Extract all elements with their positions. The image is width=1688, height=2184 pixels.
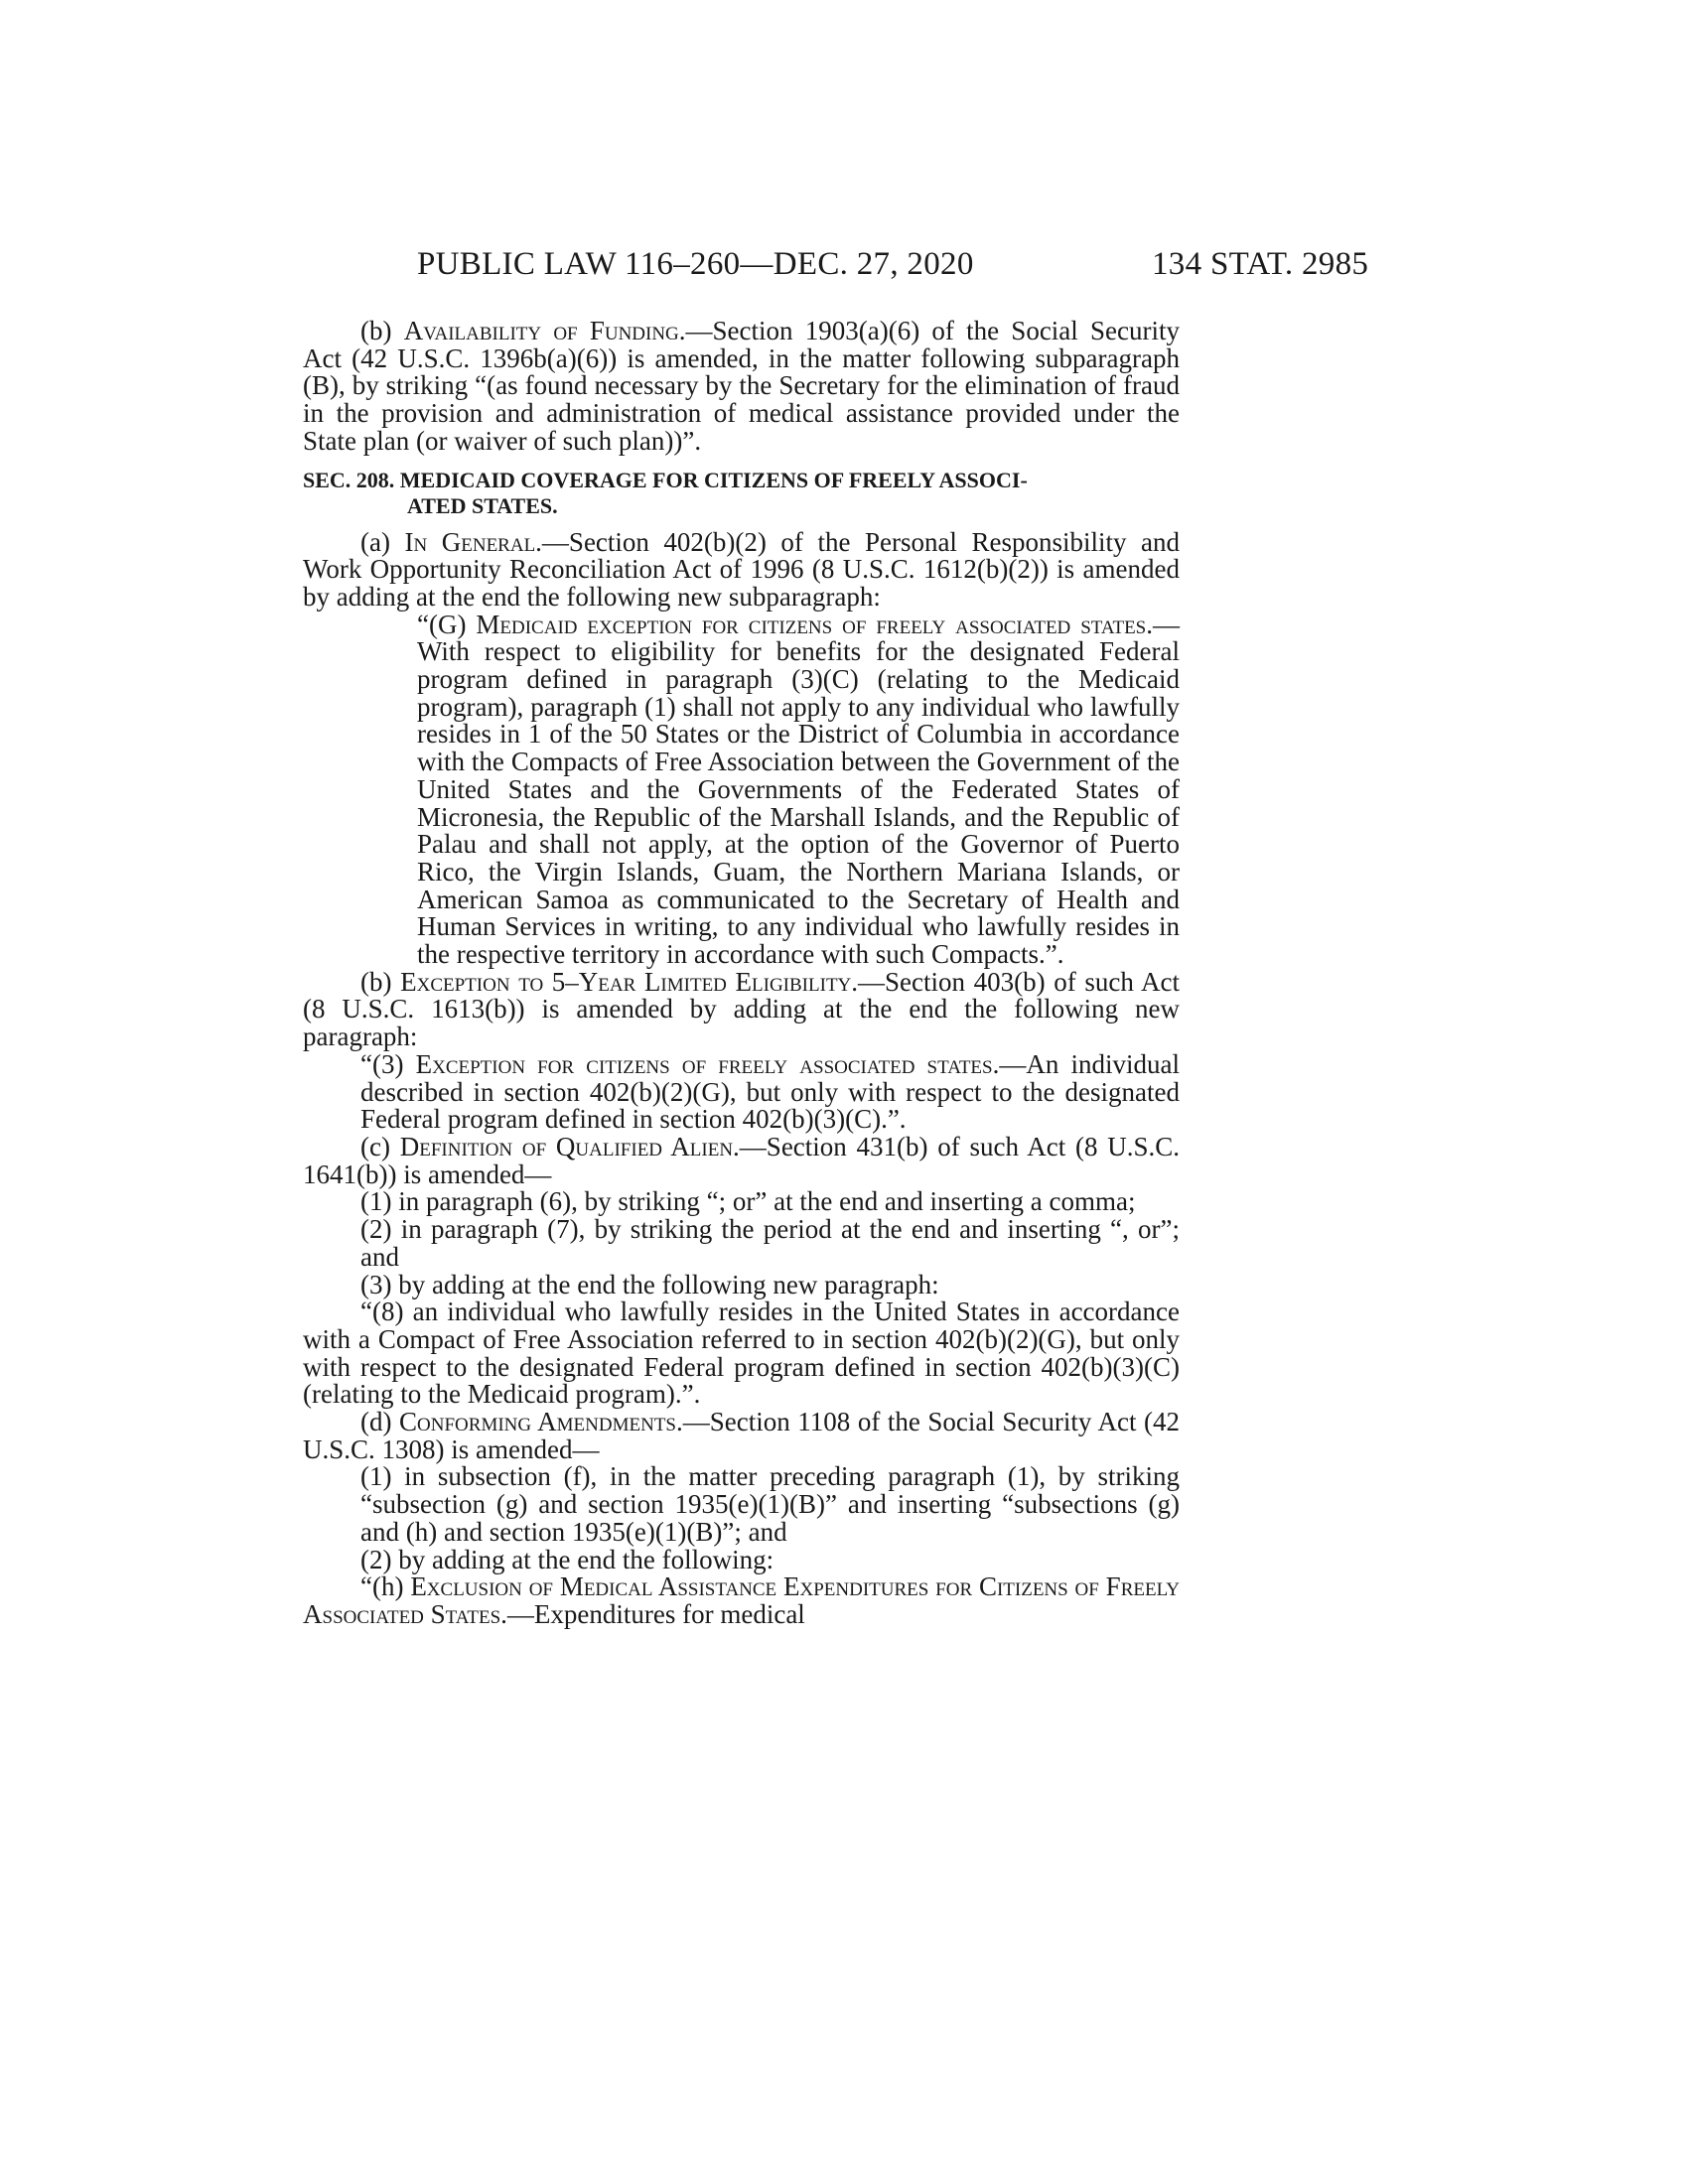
quoted-paragraph-8: “(8) an individual who lawfully resides in the United States in accordance with a Compact of Free Association referred to in section 402(b)(2)(G), but only with respect to the designated Federal program defined in section 402(b)(3)(C) (relating to the Medicaid program).”. (303, 1297, 1180, 1410)
paragraph-c1: (1) in paragraph (6), by striking “; or” at the end and inserting a comma; (360, 1186, 1136, 1217)
paragraph-heading: Conforming Amendments (399, 1407, 676, 1437)
paragraph-b-funding: (b) Availability of Funding.—Section 1903(a)(6) of the Social Security Act (42 U.S.C. 1396b(a)(6)) is amended, in the matter following subparagraph (B), by striking “(as found necessary by the Secretary for the elimination of fraud in the provision and administration of medical assistance provided under the State plan (or waiver of such plan))”. (303, 316, 1180, 456)
paragraph-b-exception: (b) Exception to 5–Year Limited Eligibility.—Section 403(b) of such Act (8 U.S.C. 1613(b)) is amended by adding at the end the following new paragraph: (303, 966, 1180, 1052)
paragraph-heading: In General (404, 526, 536, 557)
quoted-subparagraph-g: “(G) Medicaid exception for citizens of freely associated states.—With respect to eligibility for benefits for the designated Federal program defined in paragraph (3)(C) (relating to the Medicaid program), paragraph (1) shall not apply to any individual who lawfully resides in 1 of the 50 States or the District of Columbia in accordance with the Compacts of Free Association between the Government of the United States and the Governments of the Federated States of Micronesia, the Republic of the Marshall Islands, and the Republic of Palau and shall not apply, at the option of the Governor of Puerto Rico, the Virgin Islands, Guam, the Northern Mariana Islands, or American Samoa as communicated to the Secretary of Health and Human Services in writing, to any individual who lawfully resides in the respective territory in accordance with such Compacts.”. (417, 609, 1180, 970)
section-heading: SEC. 208. MEDICAID COVERAGE FOR CITIZENS OF FREELY ASSOCI- ATED STATES. (303, 467, 1028, 518)
paragraph-heading: Exclusion of Medical Assistance Expenditures for Citizens of Freely Associated States (303, 1571, 1181, 1629)
paragraph-heading: Availability of Funding (403, 316, 679, 345)
paragraph-d2: (2) by adding at the end the following: (360, 1544, 774, 1574)
paragraph-a-general: (a) In General.—Section 402(b)(2) of the Personal Responsibility and Work Opportunity Reconciliation Act of 1996 (8 U.S.C. 1612(b)(2)) is amended by adding at the end the following new subparagraph: (303, 526, 1180, 612)
body-text (303, 318, 1180, 1629)
paragraph-d1: (1) in subsection (f), in the matter preceding paragraph (1), by striking “subsection (g) and section 1935(e)(1)(B)” and inserting “subsections (g) and (h) and section 1935(e)(1)(B)”; and (360, 1461, 1180, 1547)
paragraph-c2: (2) in paragraph (7), by striking the period at the end and inserting “, or”; and (360, 1214, 1180, 1272)
paragraph-heading: Medicaid exception for citizens of freely associated states (476, 609, 1147, 639)
quoted-paragraph-3: “(3) Exception for citizens of freely associated states.—An individual described in section 402(b)(2)(G), but only with respect to the designated Federal program defined in section 402(b)(3)(C).”. (360, 1048, 1180, 1135)
paragraph-heading: Exception for citizens of freely associated states (415, 1048, 993, 1079)
page-stat-number: 134 STAT. 2985 (1152, 246, 1369, 282)
paragraph-c3: (3) by adding at the end the following new paragraph: (360, 1269, 939, 1299)
running-header-title: PUBLIC LAW 116–260—DEC. 27, 2020 (417, 246, 974, 282)
paragraph-heading: Definition of Qualified Alien (399, 1131, 734, 1161)
paragraph-d-conforming: (d) Conforming Amendments.—Section 1108 of the Social Security Act (42 U.S.C. 1308) is amended— (303, 1407, 1180, 1464)
quoted-subsection-h: “(h) Exclusion of Medical Assistance Expenditures for Citizens of Freely Associated States.—Expenditures for medical (303, 1571, 1181, 1629)
paragraph-c-definition: (c) Definition of Qualified Alien.—Section 431(b) of such Act (8 U.S.C. 1641(b)) is amended— (303, 1131, 1180, 1189)
paragraph-heading: Exception to 5–Year Limited Eligibility (400, 966, 852, 997)
